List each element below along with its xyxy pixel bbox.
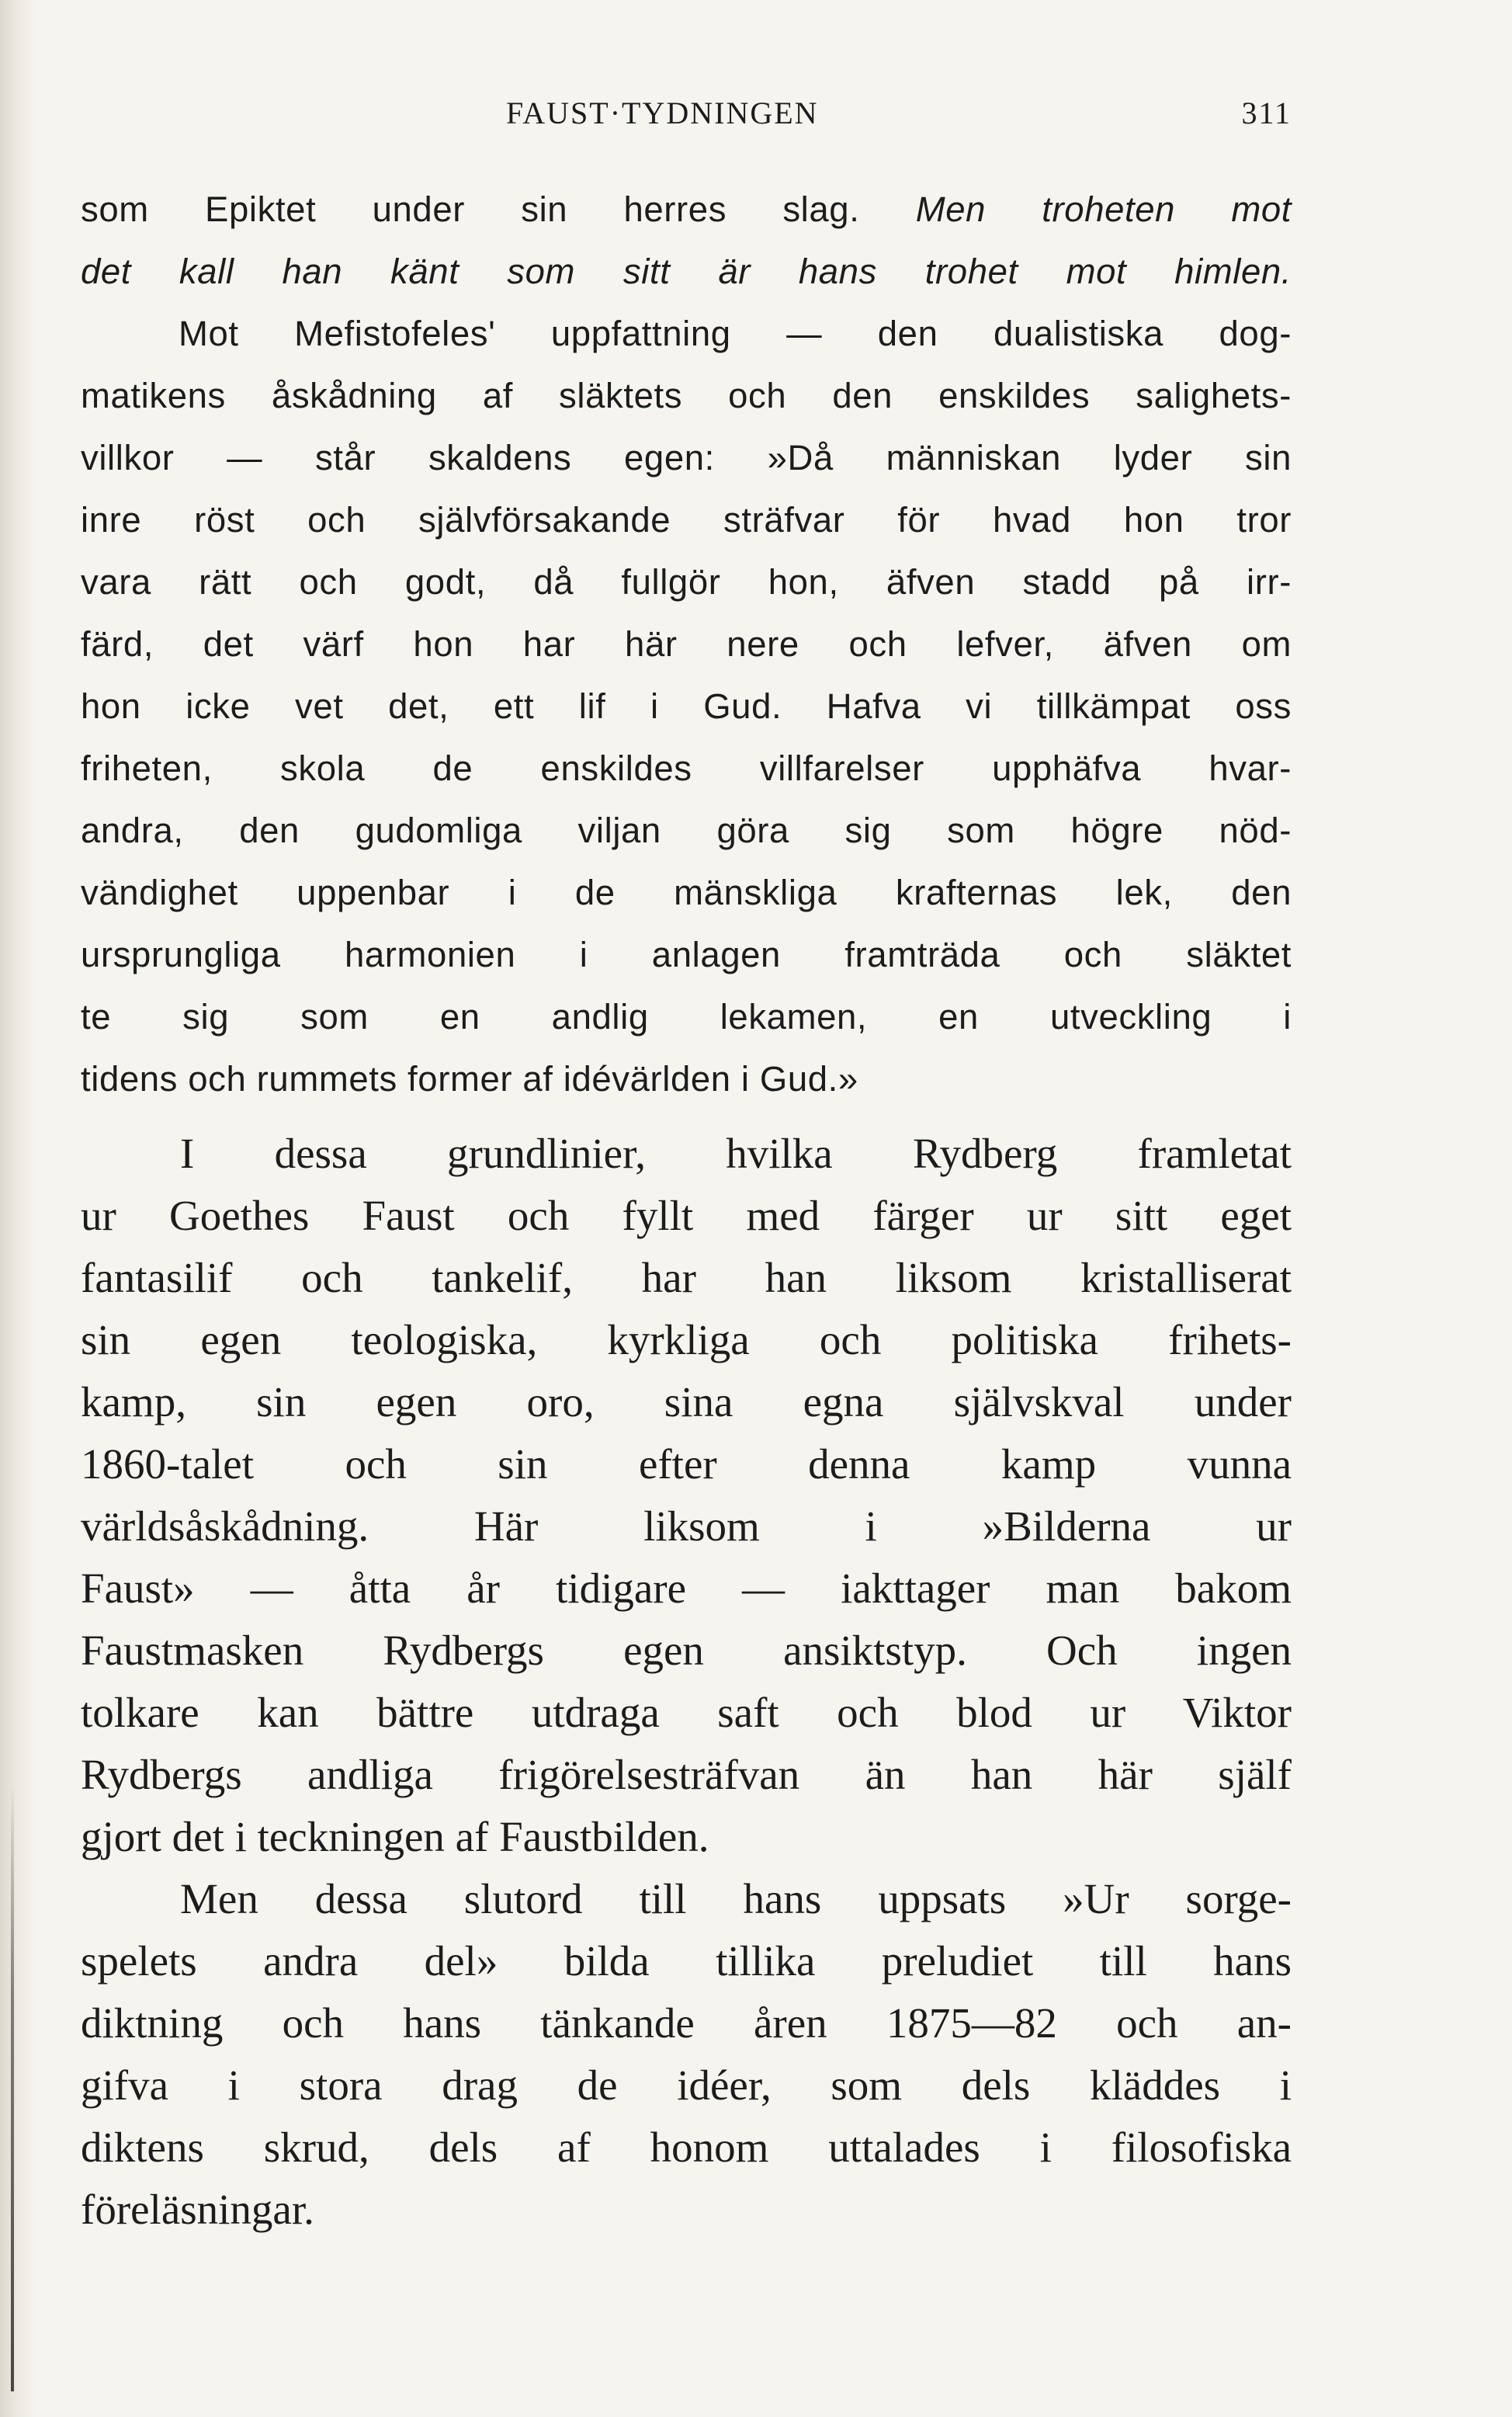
text-segment: andra, den gudomliga viljan göra sig som högre nöd- bbox=[81, 811, 1292, 850]
paragraph-1 bbox=[81, 1123, 1292, 1868]
text-segment: villkor — står skaldens egen: »Då människan lyder sin bbox=[81, 438, 1292, 477]
text-segment: hon icke vet det, ett lif i Gud. Hafva vi tillkämpat oss bbox=[81, 686, 1292, 726]
paragraph-line: gjort det i teckningen af Faustbilden. bbox=[81, 1813, 709, 1860]
quote-line bbox=[81, 1048, 1292, 1110]
paragraph-line: gifva i stora drag de idéer, som dels kläddes i bbox=[81, 2061, 1292, 2109]
paragraph-line: kamp, sin egen oro, sina egna självskval under bbox=[81, 1378, 1292, 1426]
quote-line bbox=[81, 613, 1292, 675]
text-segment: Mot Mefistofeles' uppfattning — den dualistiska dog- bbox=[179, 314, 1292, 353]
paragraph-line: I dessa grundlinier, hvilka Rydberg framletat bbox=[180, 1130, 1292, 1177]
text-segment: te sig som en andlig lekamen, en utveckling i bbox=[81, 997, 1292, 1037]
paragraph-line: diktning och hans tänkande åren 1875—82 och an- bbox=[81, 1999, 1292, 2047]
quote-line bbox=[81, 303, 1292, 365]
paragraph-line: Men dessa slutord till hans uppsats »Ur sorge- bbox=[180, 1875, 1292, 1922]
text-segment: vändighet uppenbar i de mänskliga krafternas lek, den bbox=[81, 873, 1292, 912]
text-segment: som Epiktet under sin herres slag. bbox=[81, 189, 916, 229]
quote-line bbox=[81, 427, 1292, 489]
text-segment: friheten, skola de enskildes villfarelser upphäfva hvar- bbox=[81, 748, 1292, 788]
paragraph-line: Faust» — åtta år tidigare — iakttager man bakom bbox=[81, 1564, 1292, 1612]
page-header bbox=[81, 95, 1292, 141]
quoted-passage bbox=[81, 179, 1292, 1110]
running-title: FAUST·TYDNINGEN bbox=[506, 95, 819, 130]
quote-line bbox=[81, 551, 1292, 613]
quote-line bbox=[81, 800, 1292, 862]
text-segment: vara rätt och godt, då fullgör hon, äfven stadd på irr- bbox=[81, 562, 1292, 602]
paragraph-2 bbox=[81, 1868, 1292, 2241]
text-segment: inre röst och självförsakande sträfvar för hvad hon tror bbox=[81, 500, 1292, 540]
text-segment: tidens och rummets former af idévärlden i Gud.» bbox=[81, 1059, 858, 1099]
text-segment: färd, det värf hon har här nere och lefver, äfven om bbox=[81, 624, 1292, 664]
quote-line bbox=[81, 738, 1292, 800]
quote-line bbox=[81, 862, 1292, 924]
paragraph-line: ur Goethes Faust och fyllt med färger ur sitt eget bbox=[81, 1192, 1292, 1239]
quote-line bbox=[81, 179, 1292, 241]
paragraph-line: fantasilif och tankelif, har han liksom kristalliserat bbox=[81, 1254, 1292, 1301]
quote-line bbox=[81, 675, 1292, 738]
binding-edge bbox=[11, 1786, 14, 2391]
text-segment: matikens åskådning af släktets och den enskildes salighets- bbox=[81, 376, 1292, 415]
page-gutter-shadow bbox=[0, 0, 36, 2417]
page-number: 311 bbox=[1241, 95, 1292, 130]
paragraph-line: tolkare kan bättre utdraga saft och blod ur Viktor bbox=[81, 1689, 1292, 1736]
paragraph-line: 1860-talet och sin efter denna kamp vunna bbox=[81, 1440, 1292, 1488]
quote-line bbox=[81, 924, 1292, 986]
paragraph-line: världsåskådning. Här liksom i »Bilderna ur bbox=[81, 1502, 1292, 1550]
quote-line bbox=[81, 241, 1292, 303]
paragraph-line: spelets andra del» bilda tillika preludiet till hans bbox=[81, 1937, 1292, 1985]
quote-line bbox=[81, 365, 1292, 427]
paragraph-line: föreläsningar. bbox=[81, 2186, 314, 2233]
text-segment: ursprungliga harmonien i anlagen framträda och släktet bbox=[81, 935, 1292, 974]
italic-text: det kall han känt som sitt är hans trohet mot himlen. bbox=[81, 252, 1292, 291]
paragraph-line: diktens skrud, dels af honom uttalades i filosofiska bbox=[81, 2124, 1292, 2171]
paragraph-line: Rydbergs andliga frigörelsesträfvan än han här själf bbox=[81, 1751, 1292, 1798]
quote-line bbox=[81, 489, 1292, 551]
quote-line bbox=[81, 986, 1292, 1048]
paragraph-line: Faustmasken Rydbergs egen ansiktstyp. Och ingen bbox=[81, 1627, 1292, 1674]
paragraph-line: sin egen teologiska, kyrkliga och politiska frihets- bbox=[81, 1316, 1292, 1363]
italic-text: Men troheten mot bbox=[915, 189, 1292, 229]
